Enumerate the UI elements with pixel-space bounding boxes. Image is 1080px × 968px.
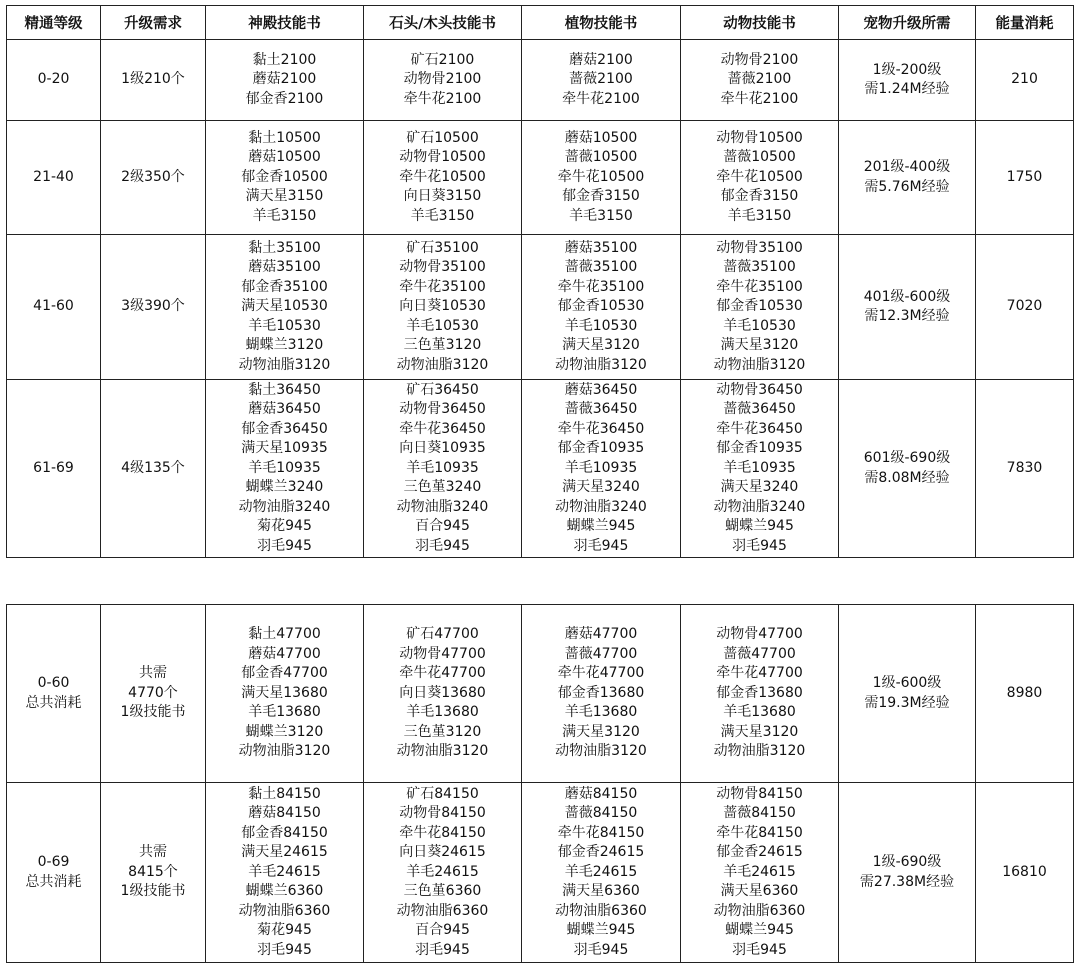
upgrade-requirement-cell — [101, 605, 206, 783]
cell-line: 羊毛3150 — [569, 207, 633, 224]
cell-line: 牵牛花36450 — [399, 420, 486, 437]
cell-line: 401级-600级 — [863, 288, 951, 305]
header-pet-upgrade: 宠物升级所需 — [839, 6, 976, 40]
cell-line: 动物油脂3240 — [555, 498, 647, 515]
cell-line: 羊毛3150 — [252, 207, 317, 224]
stone-wood-skill-book-cell — [364, 380, 522, 558]
cell-line: 向日葵10530 — [399, 298, 486, 315]
cell-line: 羽毛945 — [415, 537, 470, 554]
cell-line: 蝴蝶兰3240 — [245, 479, 324, 496]
cell-line: 羽毛945 — [573, 537, 629, 554]
cell-line: 201级-400级 — [863, 159, 951, 175]
cell-line: 羊毛10935 — [564, 459, 638, 476]
cell-line: 羊毛13680 — [723, 704, 796, 721]
header-upgrade-requirement: 升级需求 — [101, 6, 206, 40]
cell-line: 动物油脂6360 — [238, 902, 331, 919]
cell-line: 郁金香10530 — [716, 298, 803, 315]
cell-line: 21-40 — [33, 168, 74, 185]
cell-line: 601级-690级 — [863, 450, 951, 466]
cell-line: 满天星6360 — [562, 883, 640, 900]
animal-skill-book-cell — [681, 380, 839, 558]
energy-cost-cell — [976, 605, 1074, 783]
cell-line: 蔷薇84150 — [723, 805, 796, 822]
cell-line: 动物油脂3120 — [238, 743, 331, 760]
cell-line: 矿石35100 — [406, 239, 479, 256]
cell-line: 4770个 — [128, 684, 178, 701]
cell-line: 蔷薇47700 — [564, 645, 638, 662]
cell-line: 郁金香10500 — [241, 168, 328, 185]
pet-upgrade-cell — [839, 783, 976, 963]
cell-line: 满天星3150 — [245, 188, 324, 205]
cell-line: 动物骨84150 — [399, 805, 486, 822]
cell-line: 矿石84150 — [406, 785, 479, 802]
cell-line: 郁金香35100 — [241, 278, 328, 295]
cell-line: 羊毛3150 — [727, 207, 792, 224]
cell-line: 羊毛10935 — [723, 459, 796, 476]
cell-line: 0-69 — [37, 854, 70, 870]
cell-line: 羽毛945 — [732, 941, 787, 958]
stone-wood-skill-book-cell — [364, 783, 522, 963]
cell-line: 需19.3M经验 — [864, 694, 950, 711]
cell-line: 动物油脂3120 — [713, 356, 806, 373]
cell-line: 牵牛花2100 — [403, 90, 482, 107]
pet-upgrade-cell — [839, 605, 976, 783]
cell-line: 动物骨36450 — [399, 401, 486, 418]
cell-line: 7830 — [1006, 459, 1043, 476]
cell-line: 蝴蝶兰945 — [566, 518, 636, 535]
cell-line: 蘑菇2100 — [252, 71, 317, 88]
cell-line: 2级350个 — [121, 168, 185, 185]
cell-line: 蔷薇47700 — [723, 645, 796, 662]
cell-line: 蔷薇2100 — [569, 71, 633, 88]
cell-line: 郁金香3150 — [562, 188, 640, 205]
cell-line: 羊毛10530 — [723, 317, 796, 334]
pet-upgrade-cell — [839, 121, 976, 235]
cell-line: 黏土47700 — [248, 626, 321, 643]
cell-line: 动物油脂3240 — [238, 498, 331, 515]
cell-line: 羽毛945 — [573, 941, 629, 958]
cell-line: 满天星3120 — [720, 723, 799, 740]
cell-line: 蝴蝶兰945 — [566, 922, 636, 939]
cell-line: 需12.3M经验 — [864, 308, 950, 324]
cell-line: 蘑菇35100 — [248, 259, 321, 276]
cell-line: 郁金香13680 — [716, 684, 803, 701]
cell-line: 动物骨47700 — [399, 645, 486, 662]
temple-skill-book-cell — [206, 40, 364, 121]
cell-line: 蘑菇36450 — [248, 401, 321, 418]
cell-line: 3级390个 — [121, 298, 185, 315]
stone-wood-skill-book-cell — [364, 121, 522, 235]
cell-line: 蘑菇2100 — [569, 51, 633, 68]
upgrade-requirement-cell — [101, 783, 206, 963]
plant-skill-book-cell — [522, 235, 681, 380]
cell-line: 蘑菇35100 — [564, 239, 638, 256]
cell-line: 蔷薇2100 — [727, 71, 792, 88]
animal-skill-book-cell — [681, 121, 839, 235]
cell-line: 羽毛945 — [415, 941, 470, 958]
cell-line: 4级135个 — [121, 459, 185, 476]
cell-line: 三色堇3120 — [403, 723, 482, 740]
cell-line: 动物骨10500 — [716, 129, 803, 146]
cell-line: 牵牛花10500 — [557, 168, 645, 185]
stone-wood-skill-book-cell — [364, 605, 522, 783]
cell-line: 满天星24615 — [241, 844, 328, 861]
cell-line: 牵牛花36450 — [716, 420, 803, 437]
cell-line: 牵牛花35100 — [399, 278, 486, 295]
cell-line: 41-60 — [33, 298, 74, 315]
cell-line: 需5.76M经验 — [864, 178, 950, 195]
cell-line: 蔷薇35100 — [564, 259, 638, 276]
header-temple-skill-book: 神殿技能书 — [206, 6, 364, 40]
cell-line: 动物油脂6360 — [713, 902, 806, 919]
cell-line: 黏土84150 — [248, 785, 321, 802]
cell-line: 黏土10500 — [248, 129, 321, 146]
temple-skill-book-cell — [206, 605, 364, 783]
cell-line: 郁金香24615 — [557, 844, 645, 861]
cell-line: 动物骨10500 — [399, 149, 486, 166]
cell-line: 满天星3120 — [562, 723, 640, 740]
cell-line: 郁金香24615 — [716, 844, 803, 861]
cell-line: 羊毛10935 — [248, 459, 321, 476]
plant-skill-book-cell — [522, 783, 681, 963]
cell-line: 羽毛945 — [257, 941, 312, 958]
cell-line: 牵牛花84150 — [716, 824, 803, 841]
cell-line: 黏土2100 — [252, 51, 317, 68]
cell-line: 羊毛13680 — [248, 704, 321, 721]
stone-wood-skill-book-cell — [364, 235, 522, 380]
mastery-level-cell — [7, 40, 101, 121]
cell-line: 羽毛945 — [732, 537, 787, 554]
cell-line: 向日葵3150 — [403, 188, 482, 205]
upgrade-requirement-cell — [101, 121, 206, 235]
animal-skill-book-cell — [681, 783, 839, 963]
cell-line: 动物骨36450 — [716, 381, 803, 398]
cell-line: 牵牛花2100 — [720, 90, 799, 107]
cell-line: 动物骨47700 — [716, 626, 803, 643]
header-plant-skill-book: 植物技能书 — [522, 6, 681, 40]
cell-line: 满天星3120 — [562, 337, 640, 354]
cell-line: 蔷薇10500 — [564, 149, 638, 166]
cell-line: 满天星3240 — [562, 479, 640, 496]
plant-skill-book-cell — [522, 40, 681, 121]
cell-line: 总共消耗 — [25, 873, 82, 890]
cell-line: 蘑菇36450 — [564, 381, 638, 398]
cell-line: 动物油脂3240 — [713, 498, 806, 515]
cell-line: 61-69 — [33, 459, 74, 476]
header-energy-cost: 能量消耗 — [976, 6, 1074, 40]
energy-cost-cell — [976, 380, 1074, 558]
cell-line: 1级-600级 — [872, 675, 942, 691]
pet-upgrade-cell — [839, 235, 976, 380]
cell-line: 16810 — [1002, 863, 1047, 880]
cell-line: 动物油脂3120 — [713, 743, 806, 760]
mastery-level-cell — [7, 380, 101, 558]
cell-line: 牵牛花84150 — [557, 824, 645, 841]
cell-line: 蘑菇84150 — [564, 785, 638, 802]
upgrade-table — [6, 5, 1074, 558]
plant-skill-book-cell — [522, 121, 681, 235]
cell-line: 动物骨35100 — [399, 259, 486, 276]
cell-line: 矿石47700 — [406, 626, 479, 643]
stone-wood-skill-book-cell — [364, 40, 522, 121]
cell-line: 动物骨2100 — [720, 51, 799, 68]
cell-line: 蘑菇10500 — [248, 149, 321, 166]
cell-line: 动物油脂6360 — [396, 902, 489, 919]
cell-line: 牵牛花10500 — [399, 168, 486, 185]
cell-line: 菊花945 — [257, 922, 312, 939]
cell-line: 需8.08M经验 — [864, 469, 950, 486]
cell-line: 动物油脂3120 — [396, 743, 489, 760]
cell-line: 满天星3240 — [720, 479, 799, 496]
animal-skill-book-cell — [681, 235, 839, 380]
cell-line: 动物油脂3120 — [396, 356, 489, 373]
cell-line: 牵牛花35100 — [716, 278, 803, 295]
cell-line: 0-60 — [37, 675, 70, 691]
cell-line: 牵牛花35100 — [557, 278, 645, 295]
cell-line: 动物油脂3240 — [396, 498, 489, 515]
cell-line: 羊毛10530 — [406, 317, 479, 334]
cell-line: 郁金香3150 — [720, 188, 799, 205]
cell-line: 郁金香47700 — [241, 665, 328, 682]
cell-line: 满天星10935 — [241, 440, 328, 457]
header-row — [7, 6, 1074, 40]
pet-upgrade-cell — [839, 380, 976, 558]
cell-line: 菊花945 — [257, 518, 312, 535]
cell-line: 向日葵13680 — [399, 684, 486, 701]
cell-line: 郁金香2100 — [245, 90, 324, 107]
cell-line: 1级技能书 — [120, 883, 186, 900]
cell-line: 动物油脂3120 — [555, 743, 647, 760]
cell-line: 羊毛24615 — [723, 863, 796, 880]
cell-line: 蘑菇47700 — [564, 626, 638, 643]
cell-line: 羊毛24615 — [248, 863, 321, 880]
header-animal-skill-book: 动物技能书 — [681, 6, 839, 40]
cell-line: 羊毛13680 — [406, 704, 479, 721]
pet-upgrade-cell — [839, 40, 976, 121]
cell-line: 羊毛13680 — [564, 704, 638, 721]
plant-skill-book-cell — [522, 605, 681, 783]
cell-line: 矿石36450 — [406, 381, 479, 398]
cell-line: 蔷薇36450 — [723, 401, 796, 418]
cell-line: 0-20 — [37, 71, 70, 88]
cell-line: 1级-200级 — [872, 61, 942, 78]
cell-line: 郁金香10530 — [557, 298, 645, 315]
cell-line: 羊毛24615 — [406, 863, 479, 880]
cell-line: 郁金香84150 — [241, 824, 328, 841]
cell-line: 1级-690级 — [872, 854, 942, 870]
cell-line: 郁金香36450 — [241, 420, 328, 437]
cell-line: 蘑菇47700 — [248, 645, 321, 662]
cell-line: 动物油脂6360 — [555, 902, 647, 919]
cell-line: 羊毛10935 — [406, 459, 479, 476]
cell-line: 百合945 — [415, 518, 470, 535]
temple-skill-book-cell — [206, 121, 364, 235]
cell-line: 百合945 — [415, 922, 470, 939]
cell-line: 羊毛3150 — [410, 207, 475, 224]
cell-line: 牵牛花2100 — [562, 90, 640, 107]
totals-table — [6, 604, 1074, 963]
cell-line: 郁金香10935 — [716, 440, 803, 457]
cell-line: 蘑菇84150 — [248, 805, 321, 822]
cell-line: 满天星6360 — [720, 883, 799, 900]
upgrade-requirement-cell — [101, 40, 206, 121]
cell-line: 1级技能书 — [120, 704, 186, 721]
cell-line: 蔷薇35100 — [723, 259, 796, 276]
energy-cost-cell — [976, 235, 1074, 380]
upgrade-requirement-cell — [101, 235, 206, 380]
cell-line: 羊毛24615 — [564, 863, 638, 880]
mastery-level-cell — [7, 235, 101, 380]
cell-line: 郁金香10935 — [557, 440, 645, 457]
cell-line: 蝴蝶兰6360 — [245, 883, 324, 900]
temple-skill-book-cell — [206, 235, 364, 380]
cell-line: 向日葵10935 — [399, 440, 486, 457]
cell-line: 三色堇3120 — [403, 337, 482, 354]
cell-line: 矿石10500 — [406, 129, 479, 146]
cell-line: 羽毛945 — [257, 537, 312, 554]
cell-line: 总共消耗 — [25, 694, 82, 711]
energy-cost-cell — [976, 783, 1074, 963]
plant-skill-book-cell — [522, 380, 681, 558]
cell-line: 共需 — [139, 844, 167, 861]
cell-line: 需27.38M经验 — [859, 873, 955, 890]
animal-skill-book-cell — [681, 40, 839, 121]
cell-line: 8415个 — [128, 863, 178, 880]
cell-line: 7020 — [1006, 298, 1043, 315]
cell-line: 共需 — [139, 665, 167, 682]
cell-line: 三色堇3240 — [403, 479, 482, 496]
cell-line: 蔷薇36450 — [564, 401, 638, 418]
cell-line: 动物油脂3120 — [555, 356, 647, 373]
cell-line: 需1.24M经验 — [864, 81, 950, 97]
cell-line: 牵牛花10500 — [716, 168, 803, 185]
table-row — [7, 380, 1074, 558]
upgrade-requirement-cell — [101, 380, 206, 558]
mastery-level-cell — [7, 121, 101, 235]
cell-line: 牵牛花84150 — [399, 824, 486, 841]
cell-line: 羊毛10530 — [564, 317, 638, 334]
cell-line: 蝴蝶兰945 — [725, 518, 794, 535]
cell-line: 牵牛花47700 — [399, 665, 486, 682]
table-row — [7, 121, 1074, 235]
mastery-level-cell — [7, 605, 101, 783]
cell-line: 牵牛花36450 — [557, 420, 645, 437]
cell-line: 满天星10530 — [241, 298, 328, 315]
cell-line: 蝴蝶兰945 — [725, 922, 794, 939]
cell-line: 8980 — [1006, 684, 1043, 701]
cell-line: 矿石2100 — [410, 51, 475, 68]
energy-cost-cell — [976, 40, 1074, 121]
mastery-level-cell — [7, 783, 101, 963]
cell-line: 动物油脂3120 — [238, 356, 331, 373]
cell-line: 动物骨2100 — [403, 71, 482, 88]
cell-line: 郁金香13680 — [557, 684, 645, 701]
cell-line: 向日葵24615 — [399, 844, 486, 861]
cell-line: 蝴蝶兰3120 — [245, 723, 324, 740]
table-row — [7, 235, 1074, 380]
cell-line: 蔷薇10500 — [723, 149, 796, 166]
cell-line: 满天星3120 — [720, 337, 799, 354]
cell-line: 牵牛花47700 — [716, 665, 803, 682]
cell-line: 黏土35100 — [248, 239, 321, 256]
cell-line: 210 — [1011, 71, 1038, 88]
cell-line: 黏土36450 — [248, 381, 321, 398]
temple-skill-book-cell — [206, 783, 364, 963]
header-mastery-level: 精通等级 — [7, 6, 101, 40]
cell-line: 1级210个 — [121, 71, 185, 88]
cell-line: 满天星13680 — [241, 684, 328, 701]
animal-skill-book-cell — [681, 605, 839, 783]
header-stone-wood-skill-book: 石头/木头技能书 — [364, 6, 522, 40]
table-row — [7, 783, 1074, 963]
table-row — [7, 605, 1074, 783]
cell-line: 牵牛花47700 — [557, 665, 645, 682]
cell-line: 羊毛10530 — [248, 317, 321, 334]
cell-line: 蔷薇84150 — [564, 805, 638, 822]
temple-skill-book-cell — [206, 380, 364, 558]
energy-cost-cell — [976, 121, 1074, 235]
cell-line: 动物骨84150 — [716, 785, 803, 802]
cell-line: 蘑菇10500 — [564, 129, 638, 146]
cell-line: 三色堇6360 — [403, 883, 482, 900]
cell-line: 1750 — [1006, 168, 1043, 185]
cell-line: 蝴蝶兰3120 — [245, 337, 324, 354]
cell-line: 动物骨35100 — [716, 239, 803, 256]
table-row — [7, 40, 1074, 121]
